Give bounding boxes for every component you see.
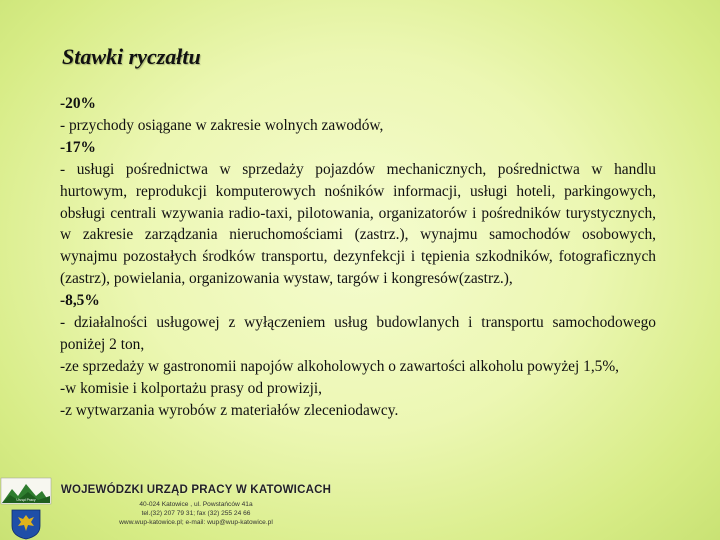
rate-description-8-5-manufacturing: -z wytwarzania wyrobów z materiałów zleceniodawcy. (60, 401, 399, 419)
rates-content (60, 93, 656, 422)
rate-heading-20: -20% (60, 95, 96, 112)
rate-heading-17: -17% (60, 138, 96, 156)
organization-name: WOJEWÓDZKI URZĄD PRACY W KATOWICACH (60, 484, 332, 496)
footer-web: www.wup-katowice.pl; e-mail: wup@wup-katowice.pl (119, 519, 273, 526)
rate-heading-8-5: -8,5% (60, 292, 100, 310)
rate-description-20: - przychody osiągane w zakresie wolnych zawodów, (60, 116, 384, 134)
footer-address: 40-024 Katowice , ul. Powstańców 41a (139, 501, 253, 508)
footer-block (56, 484, 336, 527)
footer-phone: tel.(32) 207 79 31; fax (32) 255 24 66 (141, 510, 251, 517)
rate-description-8-5-gastronomy: -ze sprzedaży w gastronomii napojów alkoholowych o zawartości alkoholu powyżej 1,5%, (60, 357, 620, 375)
office-logo-icon (0, 476, 52, 540)
rate-description-8-5-commission: -w komisie i kolportażu prasy od prowizji, (60, 379, 323, 397)
svg-text:Urząd Pracy: Urząd Pracy (16, 498, 36, 502)
slide-title: Stawki ryczałtu (62, 44, 201, 69)
rate-description-8-5-services: - działalności usługowej z wyłączeniem usług budowlanych i transportu samochodowego poniżej 2 ton, (60, 314, 656, 353)
rate-description-17: - usługi pośrednictwa w sprzedaży pojazdów mechanicznych, pośrednictwa w handlu hurtowym, reprodukcji komputerowych nośników informacji, usługi hoteli, parkingowych, obsługi centrali wzywania radio-taxi, pilotowania, organizatorów i pośredników turystycznych, w zakresie zarządzania nieruchomościami (zastrz.), wynajmu samochodów osobowych, wynajmu pozostałych środków transportu, dezynfekcji i tępienia szkodników, fotograficznych (zastrz), powielania, organizowania wystaw, targów i kongresów(zastrz.), (60, 160, 656, 288)
